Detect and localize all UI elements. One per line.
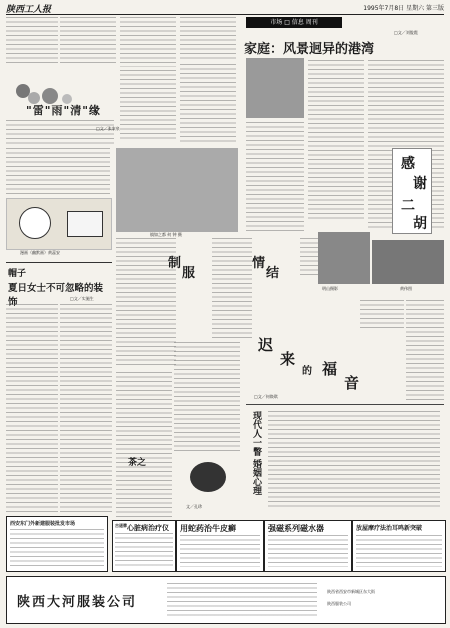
section-label: 市场 □ 信息 周刊: [246, 17, 342, 28]
bottom-banner-ad: [6, 576, 446, 624]
face-icon: [19, 207, 51, 239]
modern-title: 现代人一瞥 婚姻心理: [251, 411, 261, 496]
blessing-body-col-2: [360, 300, 404, 330]
leisure-article: [6, 66, 114, 146]
article-column-7: [6, 148, 110, 196]
hat-headline: 夏日女士不可忽略的装饰: [8, 283, 104, 308]
heart-ad-body: [115, 533, 173, 567]
uniform-title-block-2: [252, 252, 296, 296]
newspaper-logo: 陕西工人报: [6, 5, 52, 15]
snake-ad: [176, 520, 264, 572]
issue-date: 1995年7月8日 星期六 第三版: [363, 5, 444, 12]
uniform-title-char-2: 服: [182, 266, 196, 281]
blessing-char-2: 来: [280, 350, 296, 368]
left-ad: [6, 516, 108, 572]
blessing-byline: □文／何焕琪: [254, 394, 278, 399]
banner-address: 陕西省西安市新城区东大街: [327, 589, 375, 594]
hat-kicker: 帽子: [8, 269, 27, 279]
blessing-char-1: 迟: [258, 336, 274, 354]
heart-ad: [112, 520, 176, 572]
hat-byline: □文／实施生: [70, 296, 94, 301]
thanks-title-char-4: 胡: [413, 216, 427, 232]
family-headline: 家庭：风景迥异的港湾: [244, 42, 375, 57]
blessing-char-3: 的: [302, 366, 312, 377]
modern-section: [246, 404, 444, 511]
magnet-ad-body: [268, 535, 348, 567]
photo3-caption: 黄伟图: [400, 286, 412, 291]
uniform-body-col-2: [212, 238, 252, 338]
banner-company: 陕西大河服装公司: [17, 595, 138, 610]
masthead: [6, 2, 444, 15]
left-ad-body: [10, 529, 104, 567]
thanks-title-box: [392, 148, 432, 234]
banner-body: [167, 583, 317, 617]
family-photo: [246, 58, 304, 118]
divider: [6, 262, 112, 263]
uniform-title-char-1: 制: [168, 256, 182, 271]
center-photo: [116, 148, 238, 232]
tea-body: [116, 372, 172, 522]
family-body-col-3: [246, 122, 304, 232]
cartoon-image: [6, 198, 112, 250]
photo1-caption: 镇如之都 何 钟 摄: [150, 232, 182, 237]
thanks-title-char-2: 谢: [413, 176, 427, 192]
leisure-byline: □文／张家泉: [96, 126, 120, 131]
article-column-1: [6, 17, 58, 63]
snake-ad-body: [180, 535, 260, 567]
massage-ad: [352, 520, 446, 572]
massage-ad-title: 放屋摩疗法治耳鸣新突破: [356, 525, 423, 532]
tea-title: 茶之: [128, 458, 147, 468]
heart-ad-brand: 古道牌: [115, 523, 127, 528]
snake-ad-title: 用蛇药治牛皮癣: [180, 524, 236, 533]
article-column-2: [60, 17, 116, 63]
article-column-4: [180, 17, 236, 61]
article-column-3: [120, 17, 176, 67]
hat-body-col-1: [6, 304, 58, 514]
leisure-title: "雷"雨"清"缘: [26, 104, 101, 117]
tea-pot-art: [184, 452, 232, 500]
right-photo-2: [372, 240, 444, 284]
left-ad-title: 西安东门外新建服装批发市场: [10, 521, 76, 527]
banner-contact: 陕西服装公司: [327, 601, 351, 606]
photo2-caption: 明山摄影: [322, 286, 338, 291]
family-byline: □文／刘俊霞: [394, 30, 418, 35]
hat-body-col-2: [60, 304, 112, 514]
blessing-char-4: 福: [322, 360, 338, 378]
tea-byline: 文／孔珍: [186, 504, 202, 509]
magnet-ad-title: 强磁系列磁水器: [268, 524, 324, 533]
uniform-body-col-1: [116, 238, 176, 368]
cartoon-caption: 漫画（幽默画）黄蕊安: [20, 250, 60, 255]
uniform-title-block: [168, 252, 212, 296]
article-column-5: [120, 70, 176, 140]
thanks-title-char-3: 二: [401, 198, 415, 214]
article-column-6: [180, 64, 236, 144]
uniform-title-char-4: 结: [266, 266, 280, 281]
massage-ad-body: [356, 535, 442, 567]
family-body-col-1: [308, 60, 364, 220]
blessing-body-col-1: [406, 300, 444, 400]
thanks-title-char-1: 感: [401, 156, 415, 172]
modern-body: [268, 411, 440, 507]
blessing-title-block: [252, 330, 402, 400]
tea-body-2: [174, 342, 240, 452]
leisure-body: [6, 120, 114, 146]
teapot-icon: [190, 462, 226, 492]
uniform-title-char-3: 情: [252, 256, 266, 271]
magnet-ad: [264, 520, 352, 572]
blessing-char-5: 音: [344, 374, 360, 392]
right-photo-1: [318, 232, 370, 284]
heart-ad-title: 心脏病治疗仪: [127, 524, 169, 532]
cow-icon: [67, 211, 103, 237]
